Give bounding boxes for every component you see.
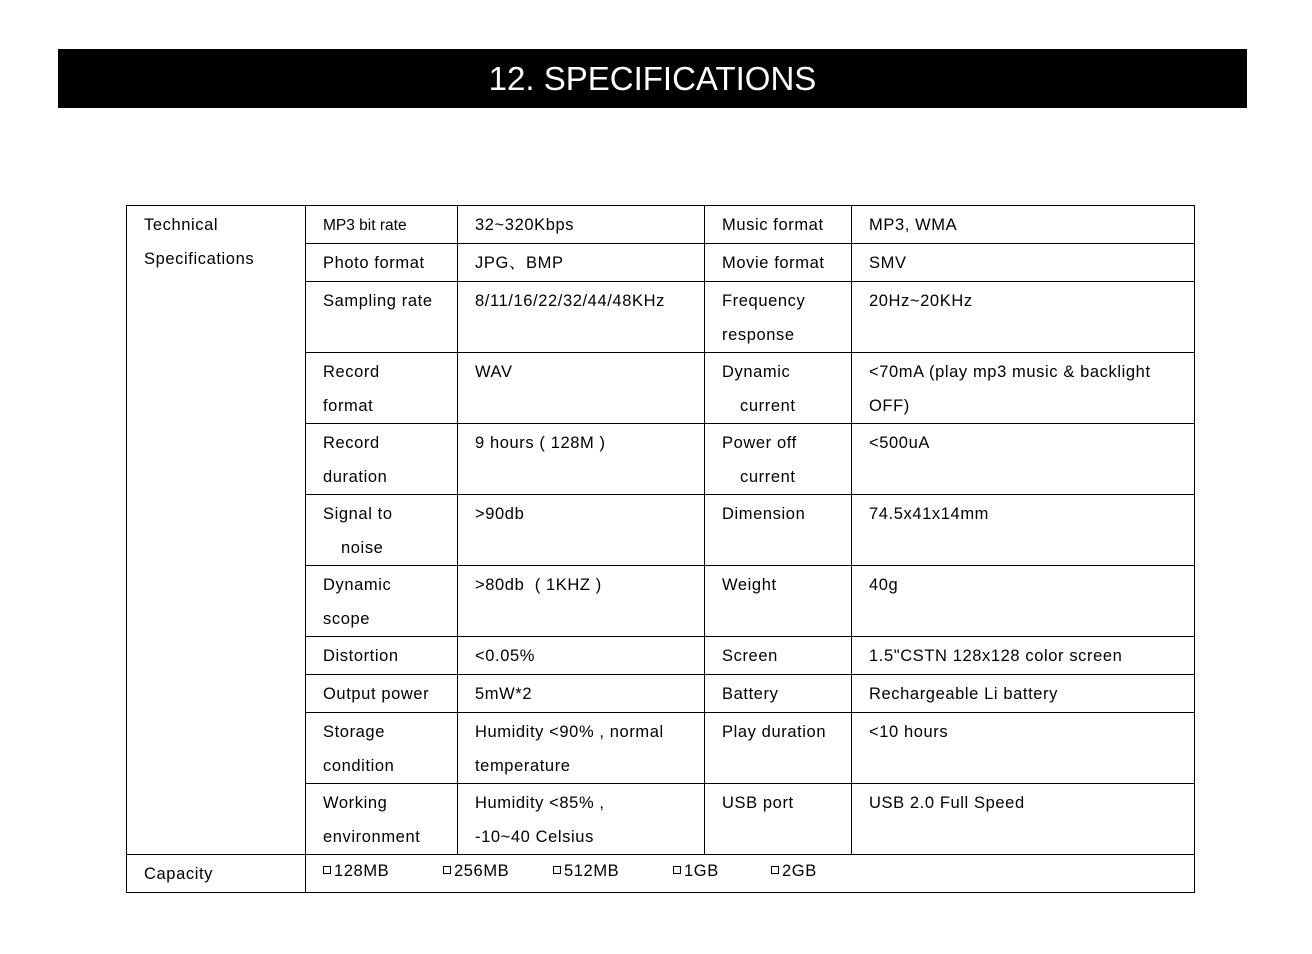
capacity-label-text: Capacity [144,865,213,883]
spec-value-text: 8/11/16/22/32/44/48KHz [475,292,665,310]
spec-label [705,424,852,495]
spec-value [458,495,705,566]
capacity-option-512mb [553,855,673,889]
spec-value [458,353,705,424]
spec-value-text: <0.05% [475,647,536,665]
spec-label [306,675,458,713]
capacity-option-256mb [443,855,553,889]
spec-label-text: MP3 bit rate [323,217,407,234]
spec-value-text: >80db ( 1KHZ ) [475,576,602,594]
spec-label-text: Sampling rate [323,292,433,310]
spec-label [705,713,852,784]
section-label-technical-specifications [127,206,306,855]
table-row [127,855,1195,893]
spec-label [705,353,852,424]
spec-value-text: 9 hours ( 128M ) [475,434,606,452]
spec-label-text: Power off [722,434,797,452]
section-label-line: Specifications [144,249,255,268]
spec-value [458,784,705,855]
checkbox-icon [443,866,451,874]
spec-value-text: 32~320Kbps [475,216,575,234]
capacity-option-label: 2GB [782,862,817,880]
checkbox-icon [673,866,681,874]
capacity-options [306,855,1195,893]
spec-label [306,637,458,675]
spec-value [458,713,705,784]
spec-label [705,282,852,353]
spec-label-text: Record [323,363,380,381]
spec-value [458,424,705,495]
spec-value-text: Humidity <85% , [475,794,605,812]
spec-label [306,424,458,495]
spec-value [458,566,705,637]
spec-value-text: WAV [475,363,513,381]
spec-value [852,282,1195,353]
spec-value [458,675,705,713]
spec-value-text: <10 hours [869,723,949,741]
spec-value-text: <500uA [869,434,930,452]
spec-label-text: current [740,467,796,486]
spec-value-text: SMV [869,254,907,272]
spec-label-text: response [722,325,795,344]
spec-value-text: OFF) [869,396,910,415]
spec-value-text: -10~40 Celsius [475,827,594,846]
spec-value [852,353,1195,424]
spec-value-text: USB 2.0 Full Speed [869,794,1025,812]
spec-label-text: current [740,396,796,415]
capacity-option-label: 512MB [564,862,620,880]
capacity-option-1gb [673,855,771,889]
spec-value-text: 5mW*2 [475,685,533,703]
spec-label [705,637,852,675]
spec-value [852,784,1195,855]
spec-label-text: Output power [323,685,430,703]
spec-value [852,495,1195,566]
spec-label [705,244,852,282]
spec-label-text: Record [323,434,380,452]
spec-value-text: >90db [475,505,525,523]
spec-label [705,206,852,244]
capacity-option-2gb [771,855,817,889]
spec-label [705,784,852,855]
spec-label [705,566,852,637]
spec-label-text: Weight [722,576,777,594]
spec-label-text: Frequency [722,292,806,310]
spec-value-text: 74.5x41x14mm [869,505,990,523]
spec-label-text: noise [341,538,384,557]
spec-label-text: Music format [722,216,824,234]
spec-label-text: Play duration [722,723,827,741]
spec-value-text: 1.5"CSTN 128x128 color screen [869,647,1123,665]
spec-value [852,424,1195,495]
spec-value [852,637,1195,675]
spec-value-text: temperature [475,756,571,775]
spec-value-text: 20Hz~20KHz [869,292,973,310]
spec-value [458,637,705,675]
spec-value [852,713,1195,784]
spec-value-text: MP3, WMA [869,216,958,234]
spec-label [705,675,852,713]
spec-label-text: Dimension [722,505,806,523]
spec-label-text: Storage [323,723,385,741]
spec-value [852,566,1195,637]
spec-label [306,244,458,282]
capacity-option-label: 1GB [684,862,719,880]
spec-label [705,495,852,566]
spec-label-text: Screen [722,647,778,665]
spec-value-text: JPG、BMP [475,254,564,272]
spec-label-text: USB port [722,794,794,812]
spec-value [852,206,1195,244]
spec-label-text: Photo format [323,254,425,272]
checkbox-icon [323,866,331,874]
capacity-option-label: 256MB [454,862,510,880]
spec-label-text: format [323,396,374,415]
spec-label [306,784,458,855]
spec-label [306,282,458,353]
spec-label-text: duration [323,467,388,486]
spec-label-text: Signal to [323,505,393,523]
spec-label-text: Movie format [722,254,825,272]
capacity-option-128mb [323,855,443,889]
spec-value [852,675,1195,713]
spec-label-text: scope [323,609,371,628]
page-title: 12. SPECIFICATIONS [58,49,1247,108]
spec-value [458,206,705,244]
spec-label [306,495,458,566]
spec-value-text: <70mA (play mp3 music & backlight [869,363,1151,381]
spec-label-text: Distortion [323,647,399,665]
spec-value [852,244,1195,282]
spec-label-text: Dynamic [323,576,392,594]
spec-label [306,713,458,784]
spec-value [458,282,705,353]
section-label-line: Technical [144,216,219,234]
table-row [127,206,1195,244]
spec-value-text: Humidity <90% , normal [475,723,664,741]
checkbox-icon [771,866,779,874]
spec-label-text: Battery [722,685,779,703]
spec-label [306,566,458,637]
spec-label-text: condition [323,756,395,775]
capacity-option-label: 128MB [334,862,390,880]
spec-table [126,205,1195,893]
capacity-label [127,855,306,893]
spec-value [458,244,705,282]
spec-label [306,353,458,424]
spec-value-text: 40g [869,576,899,594]
checkbox-icon [553,866,561,874]
spec-label-text: Dynamic [722,363,791,381]
spec-label-text: Working [323,794,388,812]
spec-label [306,206,458,244]
spec-label-text: environment [323,827,421,846]
spec-value-text: Rechargeable Li battery [869,685,1058,703]
